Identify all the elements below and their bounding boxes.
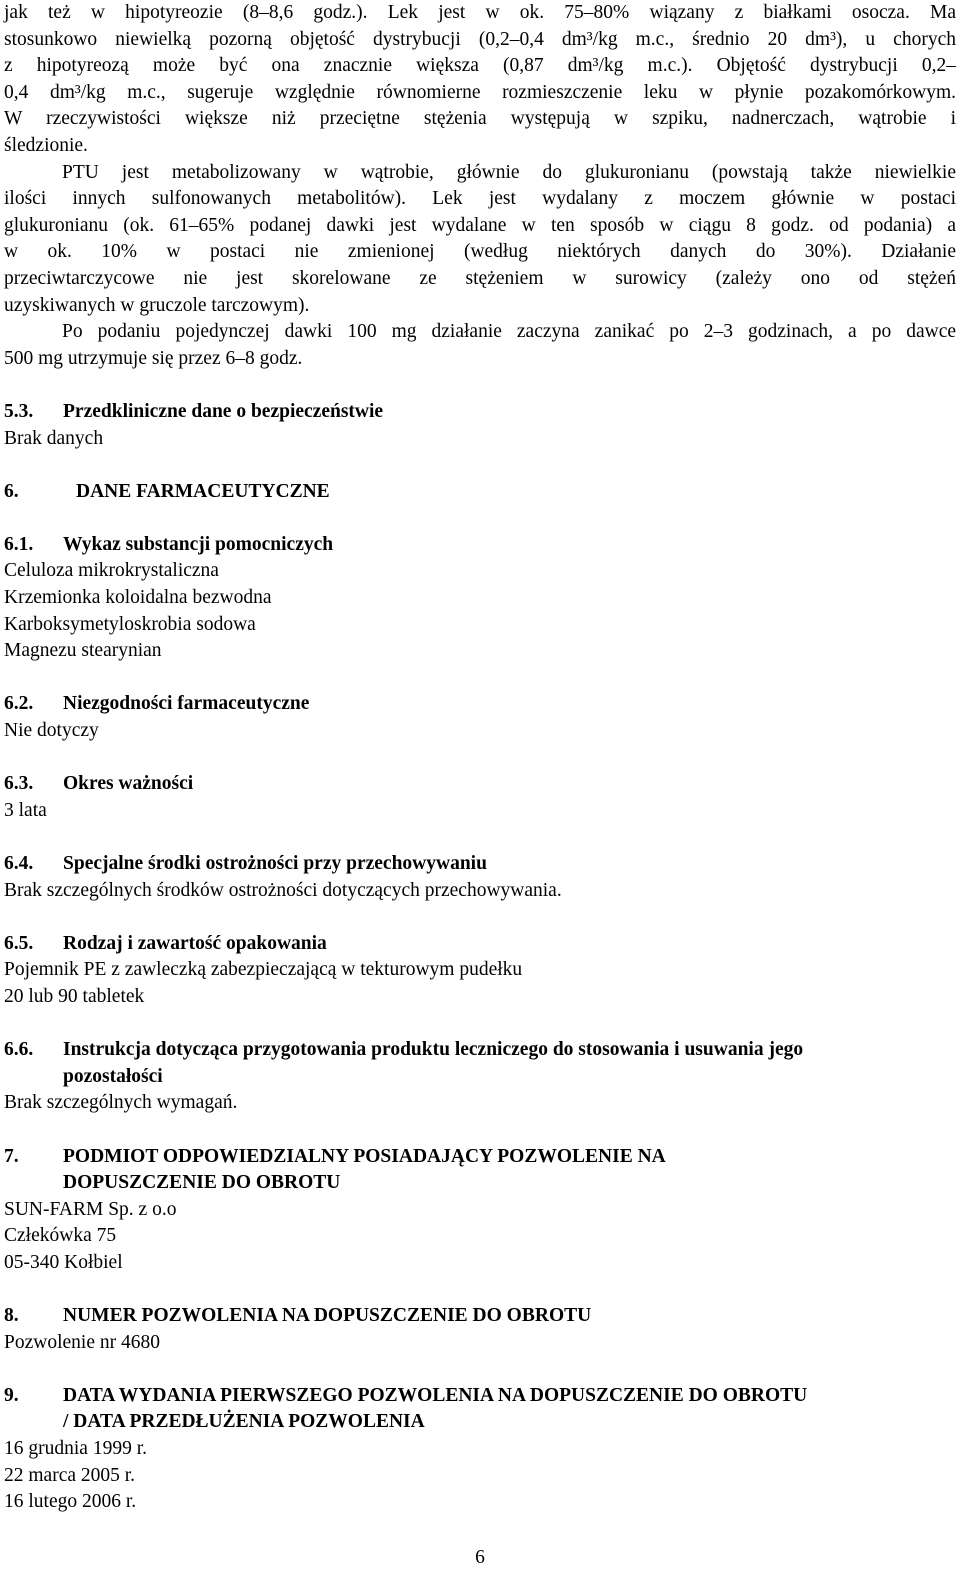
- section-number: 6.5.: [4, 932, 34, 954]
- section-title-line: Instrukcja dotycząca przygotowania produktu leczniczego do stosowania i usuwania jego: [63, 1039, 804, 1061]
- spacer: [4, 372, 956, 399]
- date-line: 16 grudnia 1999 r.: [4, 1438, 147, 1460]
- section-title: Okres ważności: [63, 773, 194, 795]
- spacer: [4, 505, 956, 532]
- section-number: 9.: [4, 1384, 19, 1406]
- spacer: [4, 745, 956, 772]
- spacer: [4, 1356, 956, 1383]
- section-heading: [4, 1037, 956, 1090]
- spacer: [4, 665, 956, 692]
- section-body-line: 3 lata: [4, 799, 47, 821]
- section-body-line: 20 lub 90 tabletek: [4, 985, 145, 1007]
- text-line: PTU jest metabolizowany w wątrobie, głównie do glukuronianu (powstają także niewielkie: [62, 161, 956, 183]
- spacer: [4, 904, 956, 931]
- section-body-line: Brak danych: [4, 427, 104, 449]
- text-line: 0,4 dm³/kg m.c., sugeruje względnie równomierne rozmieszczenie leku w płynie pozakomórkowym.: [4, 81, 956, 103]
- section-8: [4, 1303, 956, 1356]
- pharmacokinetics-paragraph: [4, 0, 956, 160]
- spacer: [4, 1277, 956, 1304]
- section-number: 6.2.: [4, 693, 34, 715]
- section-body-line: Brak szczególnych środków ostrożności dotyczących przechowywania.: [4, 879, 562, 901]
- section-heading: [4, 399, 956, 426]
- section-title-line: PODMIOT ODPOWIEDZIALNY POSIADAJĄCY POZWOLENIE NA: [63, 1145, 666, 1167]
- text-line: Po podaniu pojedynczej dawki 100 mg działanie zaczyna zanikać po 2–3 godzinach, a po dawce: [62, 321, 956, 343]
- section-heading: [4, 479, 956, 506]
- section-body-line: Pojemnik PE z zawleczką zabezpieczającą w tekturowym pudełku: [4, 959, 523, 981]
- company-name: SUN-FARM Sp. z o.o: [4, 1198, 177, 1220]
- section-6: [4, 479, 956, 506]
- section-title: [63, 1037, 956, 1090]
- section-body-line: Brak szczególnych wymagań.: [4, 1092, 238, 1114]
- section-heading: [4, 1303, 956, 1330]
- section-number: 7.: [4, 1145, 19, 1167]
- section-title: [63, 1383, 956, 1436]
- text-line: jak też w hipotyreozie (8–8,6 godz.). Lek jest w ok. 75–80% wiązany z białkami osocza. Ma: [4, 2, 956, 23]
- section-number: 6.3.: [4, 773, 34, 795]
- section-heading: [4, 931, 956, 958]
- page-number: 6: [475, 1547, 485, 1568]
- text-line: W rzeczywistości większe niż przeciętne stężenia występują w szpiku, nadnerczach, wątrobie i: [4, 108, 956, 130]
- section-heading: [4, 1144, 956, 1197]
- text-line: 500 mg utrzymuje się przez 6–8 godz.: [4, 347, 303, 369]
- section-6-5: [4, 931, 956, 1011]
- section-6-6: [4, 1037, 956, 1117]
- excipient-item: Krzemionka koloidalna bezwodna: [4, 587, 272, 609]
- company-address-city: 05-340 Kołbiel: [4, 1251, 123, 1273]
- section-title-line: pozostałości: [63, 1065, 163, 1087]
- text-line: w ok. 10% w postaci nie zmienionej (według niektórych danych do 30%). Działanie: [4, 241, 956, 263]
- section-5-3: [4, 399, 956, 452]
- section-6-2: [4, 691, 956, 744]
- section-title: NUMER POZWOLENIA NA DOPUSZCZENIE DO OBROTU: [63, 1305, 592, 1327]
- section-6-4: [4, 851, 956, 904]
- section-title-line: / DATA PRZEDŁUŻENIA POZWOLENIA: [63, 1411, 425, 1433]
- text-line: z hipotyreozą może być ona znacznie większa (0,87 dm³/kg m.c.). Objętość dystrybucji 0,2–: [4, 55, 956, 77]
- section-title: Specjalne środki ostrożności przy przechowywaniu: [63, 853, 487, 874]
- section-title: DANE FARMACEUTYCZNE: [76, 480, 330, 502]
- section-title: Wykaz substancji pomocniczych: [63, 533, 334, 555]
- section-title: Rodzaj i zawartość opakowania: [63, 932, 327, 954]
- date-line: 16 lutego 2006 r.: [4, 1491, 137, 1513]
- section-6-1: [4, 532, 956, 665]
- section-title: Przedkliniczne dane o bezpieczeństwie: [63, 400, 384, 422]
- section-title: Niezgodności farmaceutyczne: [63, 693, 310, 715]
- section-7: [4, 1144, 956, 1277]
- section-heading: [4, 691, 956, 718]
- excipient-item: Karboksymetyloskrobia sodowa: [4, 613, 256, 635]
- section-heading: [4, 532, 956, 559]
- section-heading: [4, 851, 956, 878]
- text-line: przeciwtarczycowe nie jest skorelowane ze stężeniem w surowicy (zależy ono od stężeń: [4, 267, 956, 289]
- section-body-line: Nie dotyczy: [4, 720, 99, 742]
- section-heading: [4, 1383, 956, 1436]
- spacer: [4, 452, 956, 479]
- spacer: [4, 1117, 956, 1144]
- spacer: [4, 1011, 956, 1038]
- section-number: 5.3.: [4, 400, 34, 422]
- spacer: [4, 824, 956, 851]
- text-line: uzyskiwanych w gruczole tarczowym).: [4, 294, 310, 316]
- section-title: [63, 1144, 956, 1197]
- duration-paragraph: [4, 319, 956, 372]
- section-number: 6.4.: [4, 853, 34, 874]
- section-title-line: DOPUSZCZENIE DO OBROTU: [63, 1172, 341, 1194]
- section-number: 6.6.: [4, 1039, 34, 1061]
- company-address-street: Człekówka 75: [4, 1225, 117, 1247]
- permit-number: Pozwolenie nr 4680: [4, 1331, 160, 1353]
- text-line: ilości innych sulfonowanych metabolitów). Lek jest wydalany z moczem głównie w postaci: [4, 188, 956, 210]
- section-6-3: [4, 771, 956, 824]
- section-number: 6.: [4, 480, 19, 502]
- section-number: 6.1.: [4, 533, 34, 555]
- text-line: stosunkowo niewielką pozorną objętość dystrybucji (0,2–0,4 dm³/kg m.c., średnio 20 dm³), u chorych: [4, 28, 956, 50]
- section-title-line: DATA WYDANIA PIERWSZEGO POZWOLENIA NA DOPUSZCZENIE DO OBROTU: [63, 1384, 808, 1406]
- section-number: 8.: [4, 1305, 19, 1327]
- text-line: glukuronianu (ok. 61–65% podanej dawki jest wydalane w ten sposób w ciągu 8 godz. od podania) a: [4, 214, 956, 236]
- document-page: [4, 0, 956, 1516]
- excipient-item: Magnezu stearynian: [4, 640, 162, 662]
- excipient-item: Celuloza mikrokrystaliczna: [4, 560, 219, 582]
- metabolism-paragraph: [4, 160, 956, 320]
- date-line: 22 marca 2005 r.: [4, 1464, 136, 1486]
- section-heading: [4, 771, 956, 798]
- text-line: śledzionie.: [4, 134, 88, 156]
- section-9: [4, 1383, 956, 1516]
